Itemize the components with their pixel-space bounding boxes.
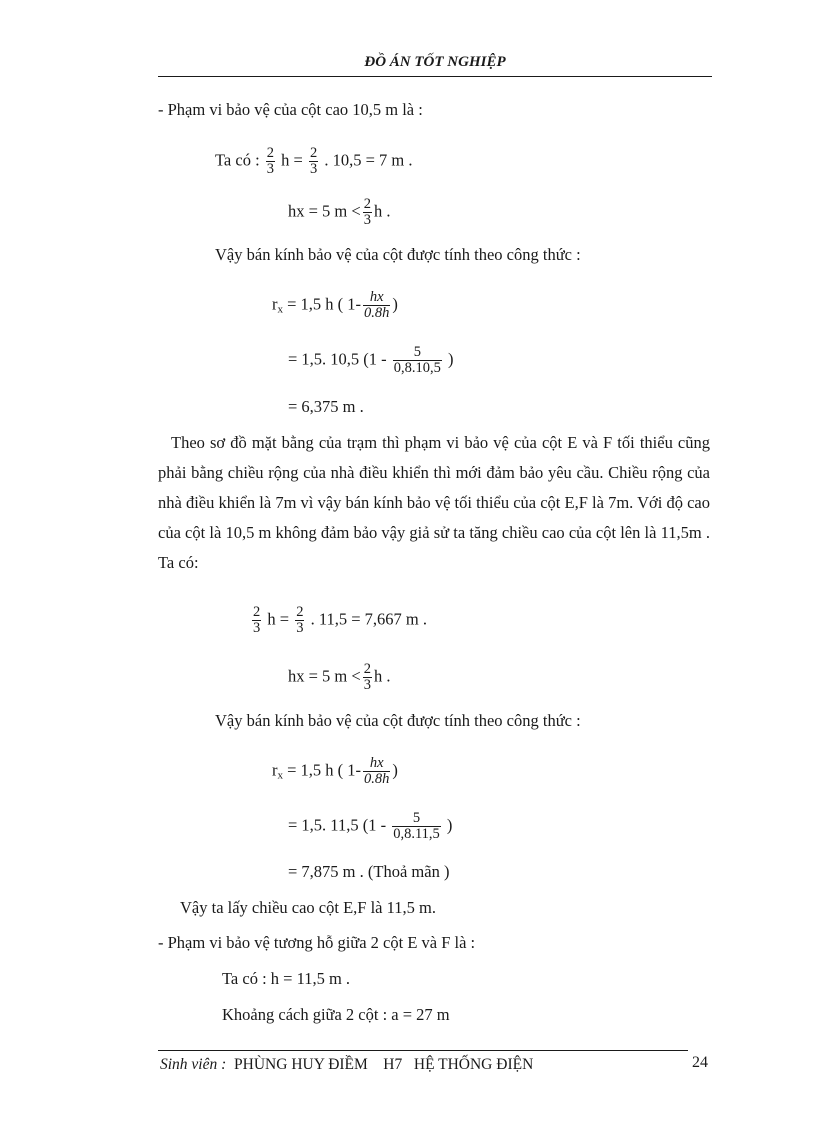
text-line-17: Khoảng cách giữa 2 cột : a = 27 m xyxy=(222,1005,450,1024)
formula-text: = 1,5 h ( 1- xyxy=(287,294,362,314)
fraction xyxy=(363,662,372,693)
fraction xyxy=(392,811,441,842)
fraction-numerator: hx xyxy=(369,289,384,305)
fraction-numerator: 5 xyxy=(413,344,421,360)
fraction-denominator: 0.8h xyxy=(364,305,390,321)
formula-text: . 10,5 = 7 m . xyxy=(324,150,413,170)
text-line-14: Vậy ta lấy chiều cao cột E,F là 11,5 m. xyxy=(180,898,436,917)
formula-text: ) xyxy=(446,815,453,835)
student-label: Sinh viên : xyxy=(160,1056,227,1073)
section-line-15: - Phạm vi bảo vệ tương hỗ giữa 2 cột E và F là : xyxy=(158,933,476,952)
text-line-10: Vậy bán kính bảo vệ của cột được tính theo công thức : xyxy=(215,711,581,730)
subscript: x xyxy=(277,769,283,782)
formula-text: r xyxy=(272,760,278,780)
formula-text: = 1,5 h ( 1- xyxy=(287,760,362,780)
formula-text: h . xyxy=(373,666,391,686)
formula-text: = 1,5. 10,5 (1 - xyxy=(288,349,387,369)
fraction-numerator: 5 xyxy=(412,810,421,826)
footer-student xyxy=(160,1056,533,1074)
formula-text: r xyxy=(272,294,278,314)
fraction-denominator: 3 xyxy=(363,677,371,693)
formula-line-13: = 7,875 m . (Thoả mãn ) xyxy=(288,862,450,881)
fraction-numerator: hx xyxy=(369,755,384,771)
formula-text: . 11,5 = 7,667 m . xyxy=(310,609,427,629)
fraction-numerator: 2 xyxy=(266,145,275,161)
fraction xyxy=(363,756,390,787)
fraction xyxy=(363,290,390,321)
fraction xyxy=(295,605,304,636)
body-paragraph: Theo sơ đồ mặt bằng của trạm thì phạm vi bảo vệ của cột E và F tối thiểu cũng phải bằng chiều rộng của nhà điều khiển thì mới đảm bảo yêu cầu. Chiều rộng của nhà điều khiển là 7m vì vậy bán kính bảo vệ tối thiểu của cột E,F là 7m. Với độ cao của cột là 10,5 m không đảm bảo vậy giả sử ta tăng chiều cao của cột lên là 11,5m . Ta có: xyxy=(158,433,710,572)
text-line-4: Vậy bán kính bảo vệ của cột được tính theo công thức : xyxy=(215,245,581,264)
formula-text: hx = 5 m < xyxy=(288,666,361,686)
fraction xyxy=(252,605,261,636)
fraction-denominator: 3 xyxy=(296,620,304,636)
page-number: 24 xyxy=(692,1054,708,1071)
student-info: PHÙNG HUY ĐIỀM H7 HỆ THỐNG ĐIỆN xyxy=(234,1056,534,1073)
formula-line-5 xyxy=(272,290,398,321)
formula-text: hx = 5 m < xyxy=(288,201,361,221)
formula-line-2 xyxy=(215,146,413,177)
fraction-numerator: 2 xyxy=(363,196,371,212)
fraction-numerator: 2 xyxy=(253,604,261,620)
formula-text: ) xyxy=(392,760,398,780)
fraction xyxy=(266,146,275,177)
fraction-denominator: 3 xyxy=(266,161,275,177)
formula-text: = 1,5. 11,5 (1 - xyxy=(288,815,387,835)
fraction-denominator: 0.8h xyxy=(364,771,390,787)
formula-text: h . xyxy=(373,201,391,221)
fraction-denominator: 3 xyxy=(363,212,371,228)
formula-line-7: = 6,375 m . xyxy=(288,397,364,416)
fraction xyxy=(363,197,372,228)
formula-text: h = xyxy=(267,609,290,629)
fraction-denominator: 0,8.11,5 xyxy=(393,826,440,842)
formula-line-9 xyxy=(288,662,390,693)
text-line-16: Ta có : h = 11,5 m . xyxy=(222,969,351,988)
formula-line-11 xyxy=(272,756,398,787)
fraction-denominator: 0,8.10,5 xyxy=(393,360,441,376)
fraction-numerator: 2 xyxy=(363,661,371,677)
formula-text: ) xyxy=(392,294,398,314)
page-header-title: ĐỒ ÁN TỐT NGHIỆP xyxy=(364,54,506,70)
formula-line-12 xyxy=(288,811,452,842)
header-divider xyxy=(158,76,712,77)
fraction xyxy=(309,146,318,177)
footer-divider xyxy=(158,1050,688,1051)
fraction-denominator: 3 xyxy=(309,161,318,177)
section-line-1: - Phạm vi bảo vệ của cột cao 10,5 m là : xyxy=(158,100,423,119)
formula-text: ) xyxy=(448,349,454,369)
formula-line-3 xyxy=(288,197,390,228)
formula-line-8 xyxy=(250,605,427,636)
fraction-numerator: 2 xyxy=(309,145,318,161)
formula-line-6 xyxy=(288,345,454,376)
subscript: x xyxy=(277,303,283,316)
formula-text: h = xyxy=(281,150,303,170)
formula-text: Ta có : xyxy=(215,150,260,170)
fraction-numerator: 2 xyxy=(296,604,304,620)
fraction-denominator: 3 xyxy=(253,620,261,636)
fraction xyxy=(393,345,442,376)
